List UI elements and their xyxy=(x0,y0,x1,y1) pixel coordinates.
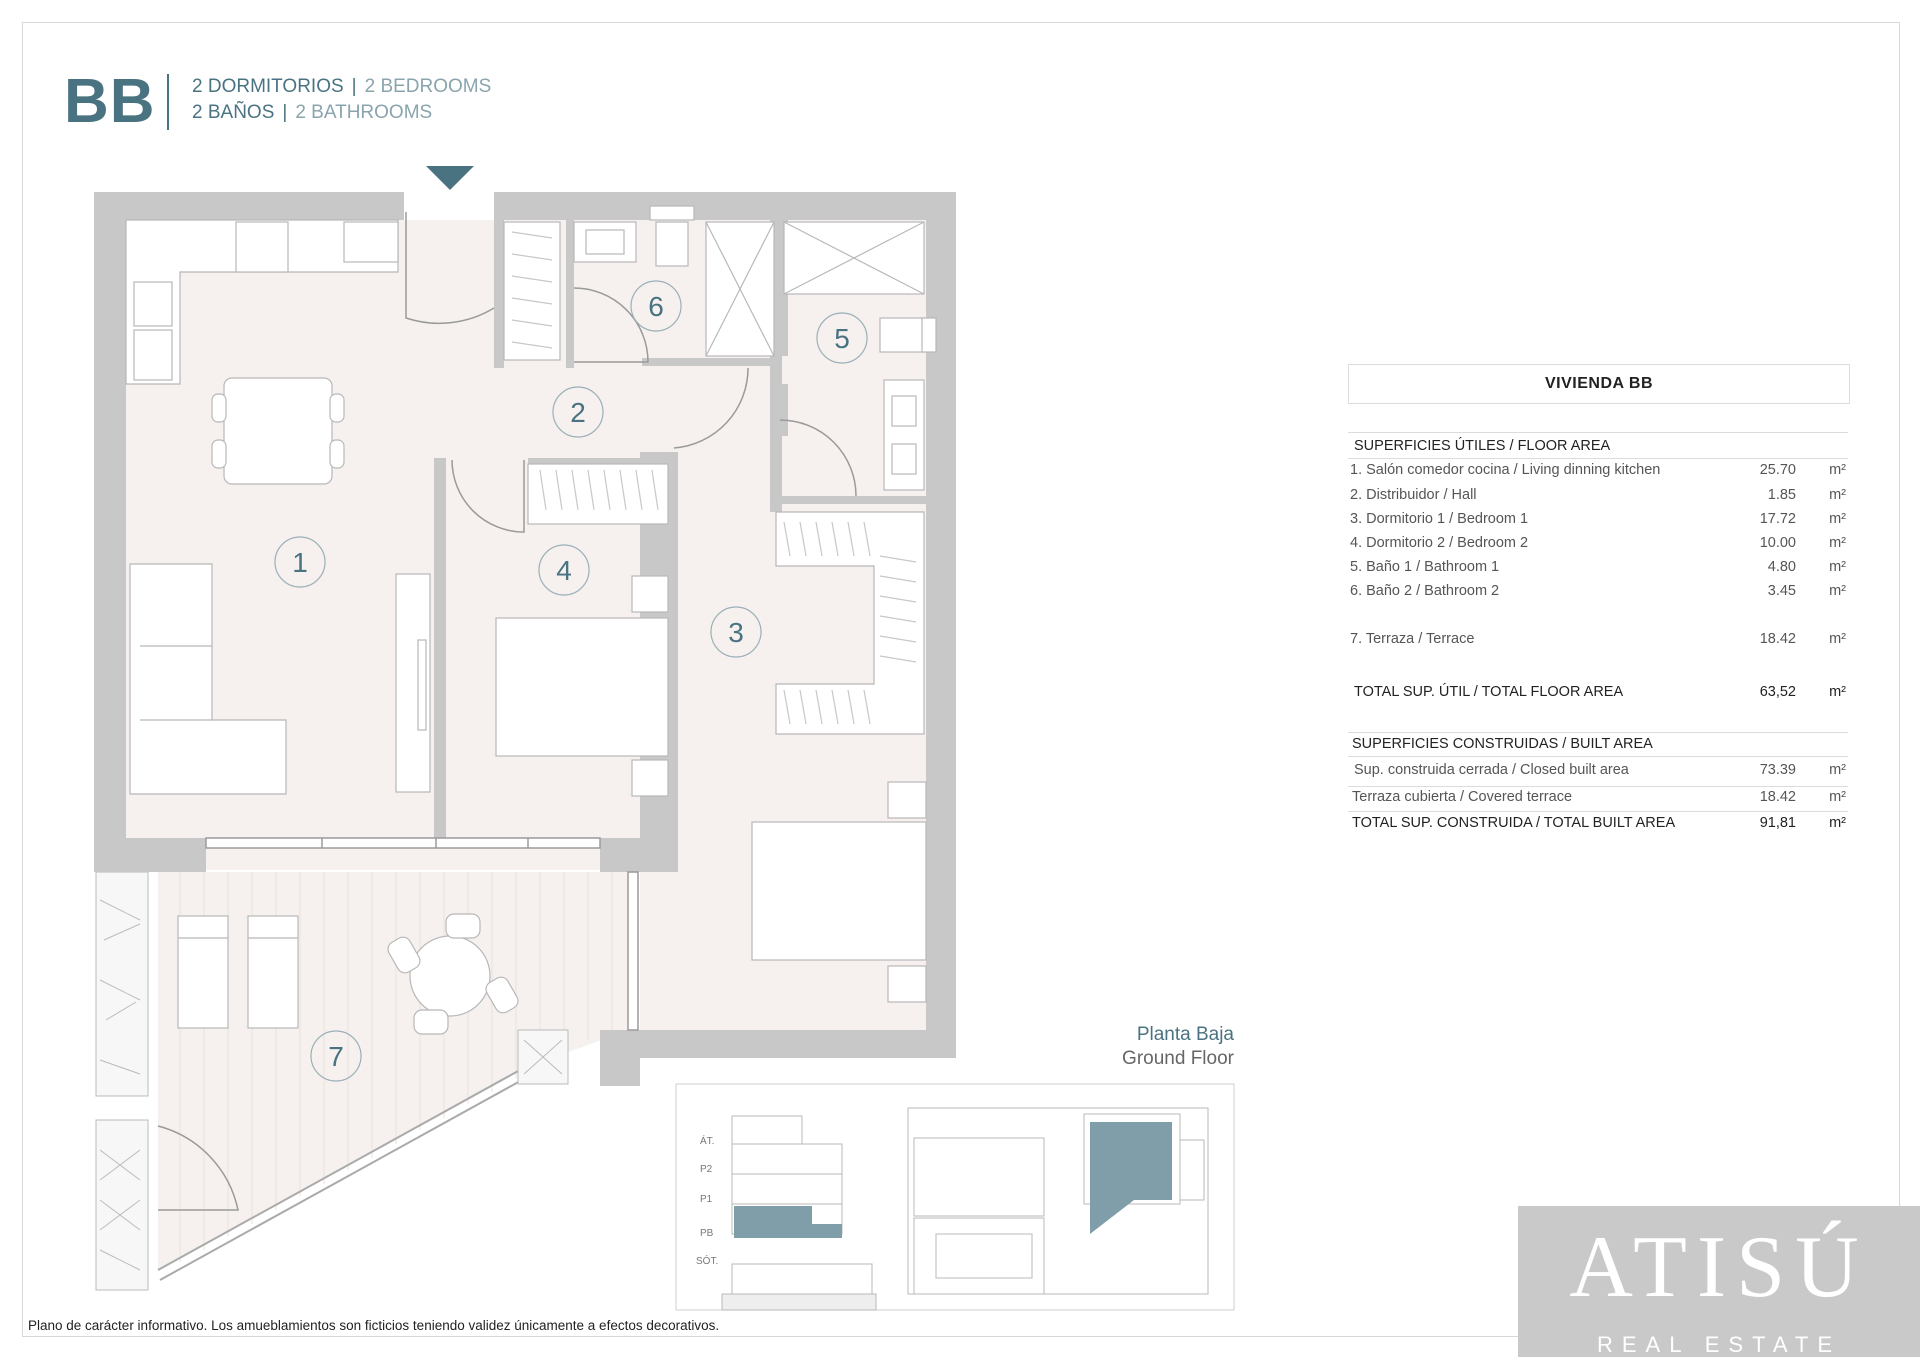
row-label: Terraza cubierta / Covered terrace xyxy=(1352,789,1573,805)
floor-area-total xyxy=(1354,684,1846,706)
entry-arrow-icon xyxy=(426,166,474,190)
room-number-7: 7 xyxy=(328,1041,344,1072)
level-p2: P2 xyxy=(700,1164,713,1175)
row-label: 2. Distribuidor / Hall xyxy=(1350,487,1477,503)
total-unit: m² xyxy=(1829,815,1846,831)
row-value: 18.42 xyxy=(1759,631,1796,647)
row-label: 7. Terraza / Terrace xyxy=(1350,631,1475,647)
row-value: 4.80 xyxy=(1767,559,1796,575)
room-number-6: 6 xyxy=(648,291,664,322)
built-area-row xyxy=(1352,789,1846,811)
row-value: 17.72 xyxy=(1759,511,1796,527)
bedrooms-en: 2 BEDROOMS xyxy=(364,76,492,97)
row-label: Sup. construida cerrada / Closed built area xyxy=(1354,762,1629,778)
total-value: 91,81 xyxy=(1759,815,1796,831)
room-number-5: 5 xyxy=(834,323,850,354)
separator: | xyxy=(351,76,357,97)
room-number-3: 3 xyxy=(728,617,744,648)
table-rule xyxy=(1348,432,1848,433)
row-unit: m² xyxy=(1829,559,1846,575)
table-rule xyxy=(1348,756,1848,757)
level-p1: P1 xyxy=(700,1194,713,1205)
key-plan xyxy=(676,1084,1234,1310)
floor-area-row xyxy=(1350,583,1846,605)
floor-area-row xyxy=(1350,511,1846,533)
level-at: ÁT. xyxy=(700,1136,715,1147)
floor-area-row xyxy=(1350,535,1846,557)
table-rule xyxy=(1348,786,1848,787)
built-area-row xyxy=(1354,762,1846,784)
level-pb: PB xyxy=(700,1228,714,1239)
row-value: 25.70 xyxy=(1759,462,1796,478)
total-value: 63,52 xyxy=(1759,684,1796,700)
table-title: VIVIENDA BB xyxy=(1348,364,1850,404)
table-rule xyxy=(1348,732,1848,733)
dining-table xyxy=(212,378,344,484)
floor-area-row xyxy=(1350,462,1846,484)
row-label: 5. Baño 1 / Bathroom 1 xyxy=(1350,559,1500,575)
row-unit: m² xyxy=(1829,487,1846,503)
row-label: 4. Dormitorio 2 / Bedroom 2 xyxy=(1350,535,1529,551)
bedrooms-es: 2 DORMITORIOS xyxy=(192,76,344,97)
row-label: 1. Salón comedor cocina / Living dinning kitchen xyxy=(1350,462,1661,478)
row-label: 6. Baño 2 / Bathroom 2 xyxy=(1350,583,1500,599)
logo-subtitle: REAL ESTATE xyxy=(1596,1332,1842,1357)
floor-label-es: Planta Baja xyxy=(1136,1024,1234,1045)
disclaimer: Plano de carácter informativo. Los amueblamientos son ficticios teniendo validez únicamente a efectos decorativos. xyxy=(28,1318,720,1333)
row-value: 73.39 xyxy=(1759,762,1796,778)
floor-area-row xyxy=(1350,631,1846,653)
row-value: 1.85 xyxy=(1767,487,1796,503)
room-number-1: 1 xyxy=(292,547,308,578)
total-label: TOTAL SUP. CONSTRUIDA / TOTAL BUILT AREA xyxy=(1352,815,1676,831)
level-sot: SÓT. xyxy=(696,1256,719,1267)
atisu-logo xyxy=(1518,1206,1920,1357)
floor-area-heading: SUPERFICIES ÚTILES / FLOOR AREA xyxy=(1354,438,1611,454)
table-rule xyxy=(1348,458,1848,459)
row-value: 10.00 xyxy=(1759,535,1796,551)
built-area-heading: SUPERFICIES CONSTRUIDAS / BUILT AREA xyxy=(1352,736,1653,752)
logo-wordmark: ATISÚ xyxy=(1569,1219,1869,1316)
row-unit: m² xyxy=(1829,631,1846,647)
row-value: 18.42 xyxy=(1759,789,1796,805)
floor-area-row xyxy=(1350,559,1846,581)
total-label: TOTAL SUP. ÚTIL / TOTAL FLOOR AREA xyxy=(1354,684,1624,700)
floor-label-en: Ground Floor xyxy=(1122,1048,1234,1069)
room-number-2: 2 xyxy=(570,397,586,428)
built-area-total xyxy=(1352,815,1846,837)
table-rule xyxy=(1348,811,1848,812)
row-value: 3.45 xyxy=(1767,583,1796,599)
row-unit: m² xyxy=(1829,535,1846,551)
row-unit: m² xyxy=(1829,511,1846,527)
bathrooms-en: 2 BATHROOMS xyxy=(295,102,433,123)
row-unit: m² xyxy=(1829,762,1846,778)
room-number-4: 4 xyxy=(556,555,572,586)
row-label: 3. Dormitorio 1 / Bedroom 1 xyxy=(1350,511,1529,527)
separator: | xyxy=(282,102,288,123)
row-unit: m² xyxy=(1829,583,1846,599)
unit-code: BB xyxy=(64,67,156,136)
total-unit: m² xyxy=(1829,684,1846,700)
row-unit: m² xyxy=(1829,789,1846,805)
row-unit: m² xyxy=(1829,462,1846,478)
floor-area-row xyxy=(1350,487,1846,509)
bathrooms-es: 2 BAÑOS xyxy=(192,102,275,123)
